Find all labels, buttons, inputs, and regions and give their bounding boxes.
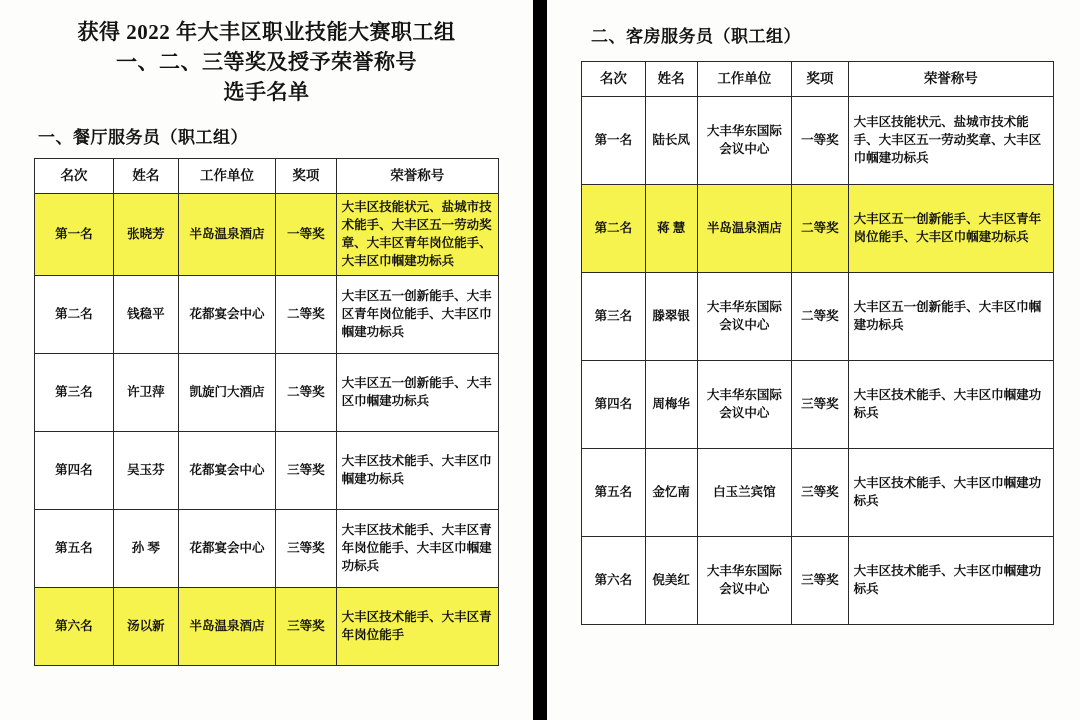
cell-prize: 二等奖 — [276, 275, 336, 353]
cell-honor: 大丰区技术能手、大丰区青年岗位能手、大丰区巾帼建功标兵 — [336, 509, 498, 587]
header-name: 姓名 — [645, 62, 697, 97]
page-title-line-2: 一、二、三等奖及授予荣誉称号 — [116, 49, 417, 74]
header-honor: 荣誉称号 — [336, 159, 498, 194]
cell-honor: 大丰区技术能手、大丰区巾帼建功标兵 — [336, 431, 498, 509]
table-row — [582, 96, 1054, 184]
cell-honor: 大丰区五一创新能手、大丰区巾帼建功标兵 — [336, 353, 498, 431]
cell-rank: 第六名 — [35, 587, 114, 665]
cell-unit: 大丰华东国际会议中心 — [697, 360, 791, 448]
table-header-row — [35, 159, 499, 194]
cell-name: 倪美红 — [645, 536, 697, 624]
cell-prize: 一等奖 — [276, 194, 336, 276]
cell-prize: 二等奖 — [792, 184, 849, 272]
cell-name: 吴玉芬 — [113, 431, 178, 509]
document-page-left — [0, 0, 533, 720]
housekeeping-award-table — [581, 61, 1054, 625]
cell-honor: 大丰区技能状元、盐城市技术能手、大丰区五一劳动奖章、大丰区巾帼建功标兵 — [848, 96, 1053, 184]
cell-unit: 白玉兰宾馆 — [697, 448, 791, 536]
header-prize: 奖项 — [276, 159, 336, 194]
cell-name: 陆长凤 — [645, 96, 697, 184]
cell-prize: 二等奖 — [792, 272, 849, 360]
cell-name: 孙 琴 — [113, 509, 178, 587]
table-row — [35, 275, 499, 353]
page-title-line-3: 选手名单 — [223, 79, 310, 104]
page-title-line-1: 获得 2022 年大丰区职业技能大赛职工组 — [77, 20, 456, 44]
cell-rank: 第六名 — [582, 536, 646, 624]
section-heading-restaurant: 一、餐厅服务员（职工组） — [38, 128, 248, 148]
cell-prize: 三等奖 — [276, 431, 336, 509]
cell-unit: 半岛温泉酒店 — [178, 194, 275, 276]
header-rank: 名次 — [582, 62, 646, 97]
cell-honor: 大丰区技术能手、大丰区巾帼建功标兵 — [848, 448, 1053, 536]
table-row — [582, 360, 1054, 448]
cell-unit: 大丰华东国际会议中心 — [697, 536, 791, 624]
page-divider — [533, 0, 547, 720]
document-page-right — [547, 0, 1080, 720]
cell-name: 滕翠银 — [645, 272, 697, 360]
table-row — [35, 194, 499, 276]
cell-rank: 第三名 — [35, 353, 114, 431]
cell-rank: 第二名 — [582, 184, 646, 272]
page-title — [34, 18, 499, 107]
cell-unit: 大丰华东国际会议中心 — [697, 272, 791, 360]
table-row — [35, 509, 499, 587]
cell-prize: 一等奖 — [792, 96, 849, 184]
cell-rank: 第一名 — [582, 96, 646, 184]
table-row — [35, 353, 499, 431]
cell-honor: 大丰区五一创新能手、大丰区青年岗位能手、大丰区巾帼建功标兵 — [336, 275, 498, 353]
cell-rank: 第一名 — [35, 194, 114, 276]
cell-honor: 大丰区技能状元、盐城市技术能手、大丰区五一劳动奖章、大丰区青年岗位能手、大丰区巾帼建功标兵 — [336, 194, 498, 276]
cell-unit: 花都宴会中心 — [178, 509, 275, 587]
table-header-row — [582, 62, 1054, 97]
cell-name: 蒋 慧 — [645, 184, 697, 272]
cell-honor: 大丰区五一创新能手、大丰区巾帼建功标兵 — [848, 272, 1053, 360]
cell-name: 张晓芳 — [113, 194, 178, 276]
cell-rank: 第四名 — [582, 360, 646, 448]
cell-unit: 凯旋门大酒店 — [178, 353, 275, 431]
cell-unit: 半岛温泉酒店 — [178, 587, 275, 665]
cell-prize: 三等奖 — [276, 509, 336, 587]
cell-prize: 三等奖 — [792, 536, 849, 624]
restaurant-award-table — [34, 158, 499, 665]
cell-honor: 大丰区技术能手、大丰区青年岗位能手 — [336, 587, 498, 665]
cell-honor: 大丰区五一创新能手、大丰区青年岗位能手、大丰区巾帼建功标兵 — [848, 184, 1053, 272]
cell-unit: 花都宴会中心 — [178, 275, 275, 353]
cell-rank: 第五名 — [582, 448, 646, 536]
header-honor: 荣誉称号 — [848, 62, 1053, 97]
header-prize: 奖项 — [792, 62, 849, 97]
header-name: 姓名 — [113, 159, 178, 194]
cell-prize: 三等奖 — [276, 587, 336, 665]
table-row — [582, 272, 1054, 360]
header-unit: 工作单位 — [697, 62, 791, 97]
table-row — [582, 536, 1054, 624]
header-unit: 工作单位 — [178, 159, 275, 194]
cell-name: 许卫萍 — [113, 353, 178, 431]
cell-rank: 第三名 — [582, 272, 646, 360]
cell-unit: 花都宴会中心 — [178, 431, 275, 509]
cell-rank: 第二名 — [35, 275, 114, 353]
cell-prize: 三等奖 — [792, 360, 849, 448]
table-row — [35, 431, 499, 509]
cell-honor: 大丰区技术能手、大丰区巾帼建功标兵 — [848, 536, 1053, 624]
cell-name: 汤以新 — [113, 587, 178, 665]
table-row — [35, 587, 499, 665]
cell-honor: 大丰区技术能手、大丰区巾帼建功标兵 — [848, 360, 1053, 448]
section-heading-housekeeping: 二、客房服务员（职工组） — [591, 27, 801, 46]
header-rank: 名次 — [35, 159, 114, 194]
cell-prize: 二等奖 — [276, 353, 336, 431]
table-row — [582, 448, 1054, 536]
table-row — [582, 184, 1054, 272]
cell-name: 周梅华 — [645, 360, 697, 448]
cell-name: 钱稳平 — [113, 275, 178, 353]
cell-unit: 大丰华东国际会议中心 — [697, 96, 791, 184]
cell-rank: 第四名 — [35, 431, 114, 509]
cell-rank: 第五名 — [35, 509, 114, 587]
cell-prize: 三等奖 — [792, 448, 849, 536]
cell-unit: 半岛温泉酒店 — [697, 184, 791, 272]
cell-name: 金忆南 — [645, 448, 697, 536]
